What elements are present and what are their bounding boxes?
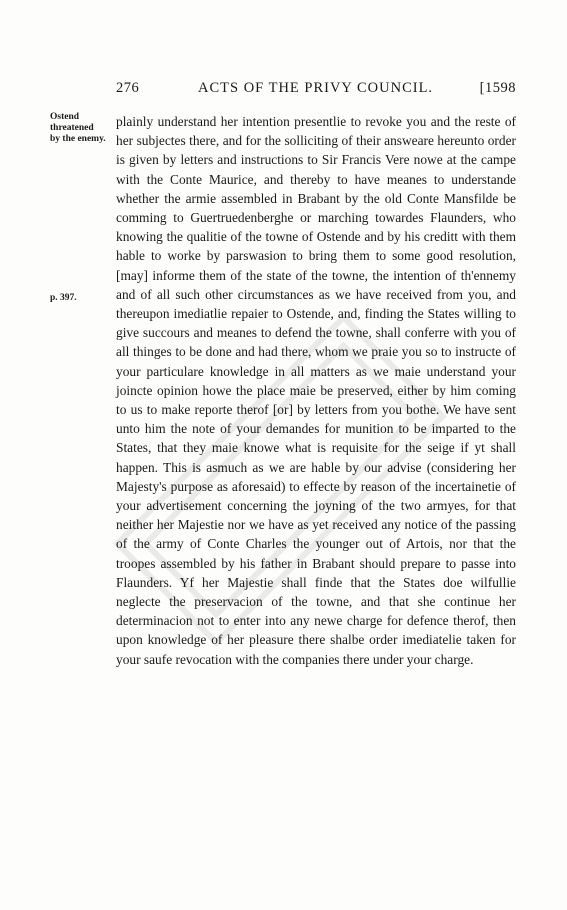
page-number: 276 (116, 80, 140, 96)
margin-note-line: by the enemy. (50, 134, 106, 144)
margin-note-line: Ostend (50, 112, 80, 122)
margin-note-line: threatened (50, 123, 94, 133)
page-header (116, 80, 516, 98)
margin-note-line: p. 397. (50, 293, 77, 303)
body-text (116, 112, 516, 669)
margin-note-ostend (50, 112, 106, 145)
running-title: ACTS OF THE PRIVY COUNCIL. (198, 80, 434, 96)
header-year: [1598 (479, 80, 516, 96)
body-paragraph: plainly understand her intention presentlie to revoke you and the reste of her subjectes there, and for the solliciting of their answeare hereunto order is given by letters and instructions to Sir Francis Vere nowe at the campe with the Conte Maurice, and thereby to have meanes to understande whether the armie assembled in Brabant by the old Conte Mansfilde be comming to Guertruedenberghe or marching towardes Flaunders, who knowing the qualitie of the towne of Ostende and by his creditt with them hable to worke by parswasion to bring them to some good resolution, [may] informe them of the state of the towne, the intention of th'ennemy and of all such other circumstances as we have received from you, and thereupon imediatlie repaier to Ostende, and, finding the States willing to give succours and meanes to defend the towne, shall conferre with you of all thinges to be done and had there, whom we praie you so to instructe of your particulare knowledge in all matters as we maie understand your joincte opinion howe the place maie be preserved, either by him coming to us to make reporte therof [or] by letters from you bothe. We have sent unto him the note of your demandes for munition to be imparted to the States, that they maie knowe what is requisite for the seige if yt shall happen. This is asmuch as we are hable by our advise (considering her Majesty's purpose as aforesaid) to effecte by reason of the incertainetie of your advertisement concerning the joyning of the two armyes, for that neither her Majestie nor we have as yet received any notice of the passing of the army of Conte Charles the younger out of Artois, nor that the troopes assembled by his father in Brabant should prepare to passe into Flaunders. Yf her Majestie shall finde that the States doe wilfullie neglecte the preservacion of the towne, and that she continue her determinacion not to enter into any newe charge for defence therof, then upon knowledge of her pleasure there shalbe order imediatelie taken for your saufe revocation with the companies there under your charge. (116, 114, 516, 667)
margin-note-page-ref (50, 293, 77, 304)
